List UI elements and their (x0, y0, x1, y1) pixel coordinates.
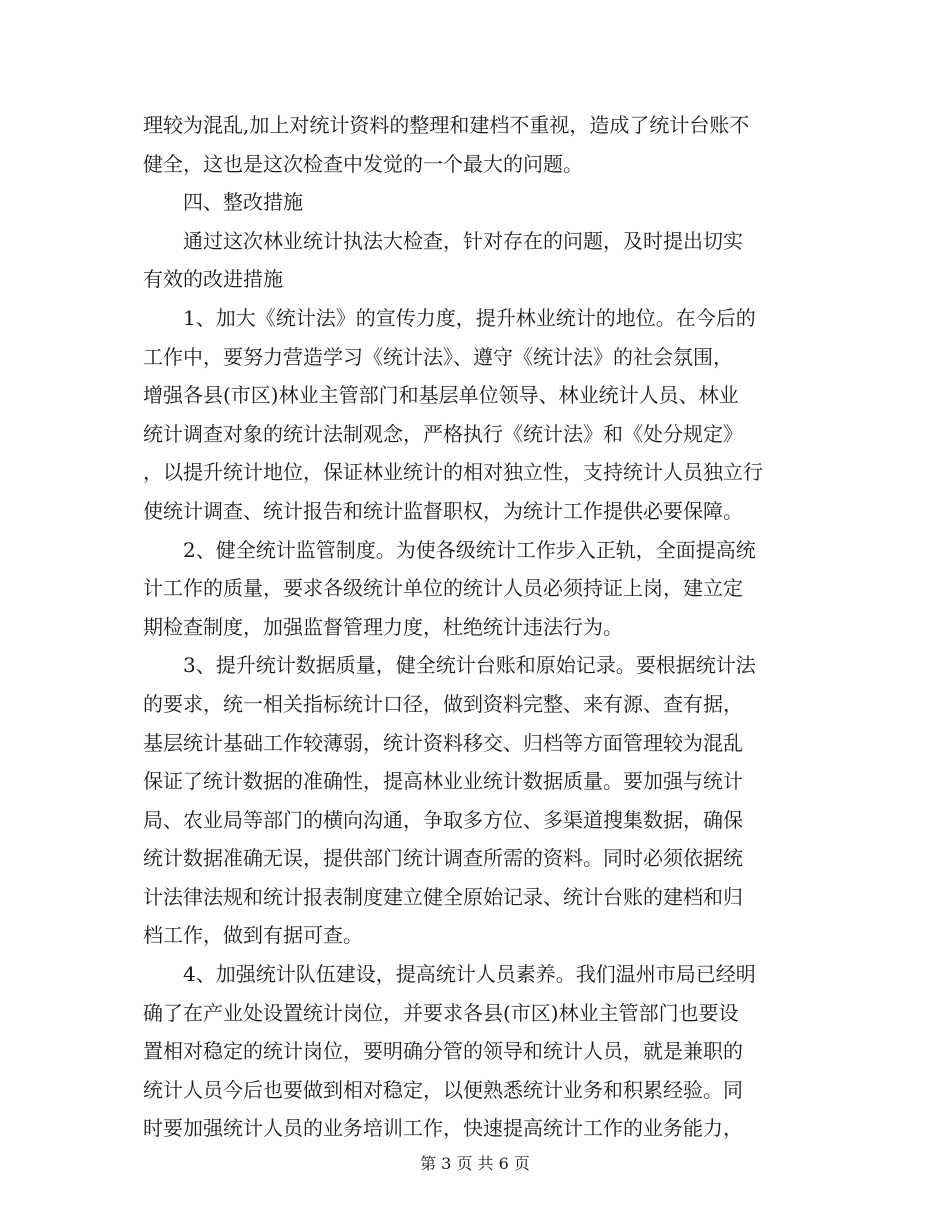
text-line: 确了在产业处设置统计岗位，并要求各县(市区)林业主管部门也要设 (143, 1000, 739, 1025)
text-line: 统计数据准确无误，提供部门统计调查所需的资料。同时必须依据统 (143, 846, 743, 871)
text-line: 增强各县(市区)林业主管部门和基层单位领导、林业统计人员、林业 (143, 383, 739, 408)
text-line: 四、整改措施 (143, 190, 303, 215)
text-line: 基层统计基础工作较薄弱，统计资料移交、归档等方面管理较为混乱 (143, 730, 743, 755)
text-line: 2、健全统计监管制度。为使各级统计工作步入正轨，全面提高统 (143, 537, 756, 562)
text-line: 工作中，要努力营造学习《统计法》、遵守《统计法》的社会氛围， (143, 344, 733, 369)
text-line: 期检查制度，加强监督管理力度，杜绝统计违法行为。 (143, 614, 623, 639)
text-line: 的要求，统一相关指标统计口径，做到资料完整、来有源、查有据， (143, 691, 743, 716)
text-line: 时要加强统计人员的业务培训工作，快速提高统计工作的业务能力， (143, 1116, 743, 1141)
text-line: 4、加强统计队伍建设，提高统计人员素养。我们温州市局已经明 (143, 962, 756, 987)
text-line: 3、提升统计数据质量，健全统计台账和原始记录。要根据统计法 (143, 653, 756, 678)
page-number-footer: 第 3 页 共 6 页 (420, 1154, 530, 1173)
text-line: 保证了统计数据的准确性，提高林业业统计数据质量。要加强与统计 (143, 769, 743, 794)
text-line: 1、加大《统计法》的宣传力度，提升林业统计的地位。在今后的 (143, 305, 756, 330)
text-line: 使统计调查、统计报告和统计监督职权，为统计工作提供必要保障。 (143, 498, 743, 523)
text-line: 有效的改进措施 (143, 267, 283, 292)
text-line: ，以提升统计地位，保证林业统计的相对独立性，支持统计人员独立行 (143, 460, 763, 485)
text-line: 健全，这也是这次检查中发觉的一个最大的问题。 (143, 151, 583, 176)
text-line: 通过这次林业统计执法大检查，针对存在的问题，及时提出切实 (143, 228, 743, 253)
text-line: 计法律法规和统计报表制度建立健全原始记录、统计台账的建档和归 (143, 884, 743, 909)
text-line: 统计调查对象的统计法制观念，严格执行《统计法》和《处分规定》 (143, 421, 743, 446)
document-body (143, 106, 807, 1148)
text-line: 置相对稳定的统计岗位，要明确分管的领导和统计人员，就是兼职的 (143, 1039, 743, 1064)
text-line: 局、农业局等部门的横向沟通，争取多方位、多渠道搜集数据，确保 (143, 807, 743, 832)
text-line: 统计人员今后也要做到相对稳定，以便熟悉统计业务和积累经验。同 (143, 1077, 743, 1102)
text-line: 计工作的质量，要求各级统计单位的统计人员必须持证上岗，建立定 (143, 576, 743, 601)
text-line: 理较为混乱,加上对统计资料的整理和建档不重视，造成了统计台账不 (143, 113, 750, 137)
text-line: 档工作，做到有据可查。 (143, 923, 363, 948)
